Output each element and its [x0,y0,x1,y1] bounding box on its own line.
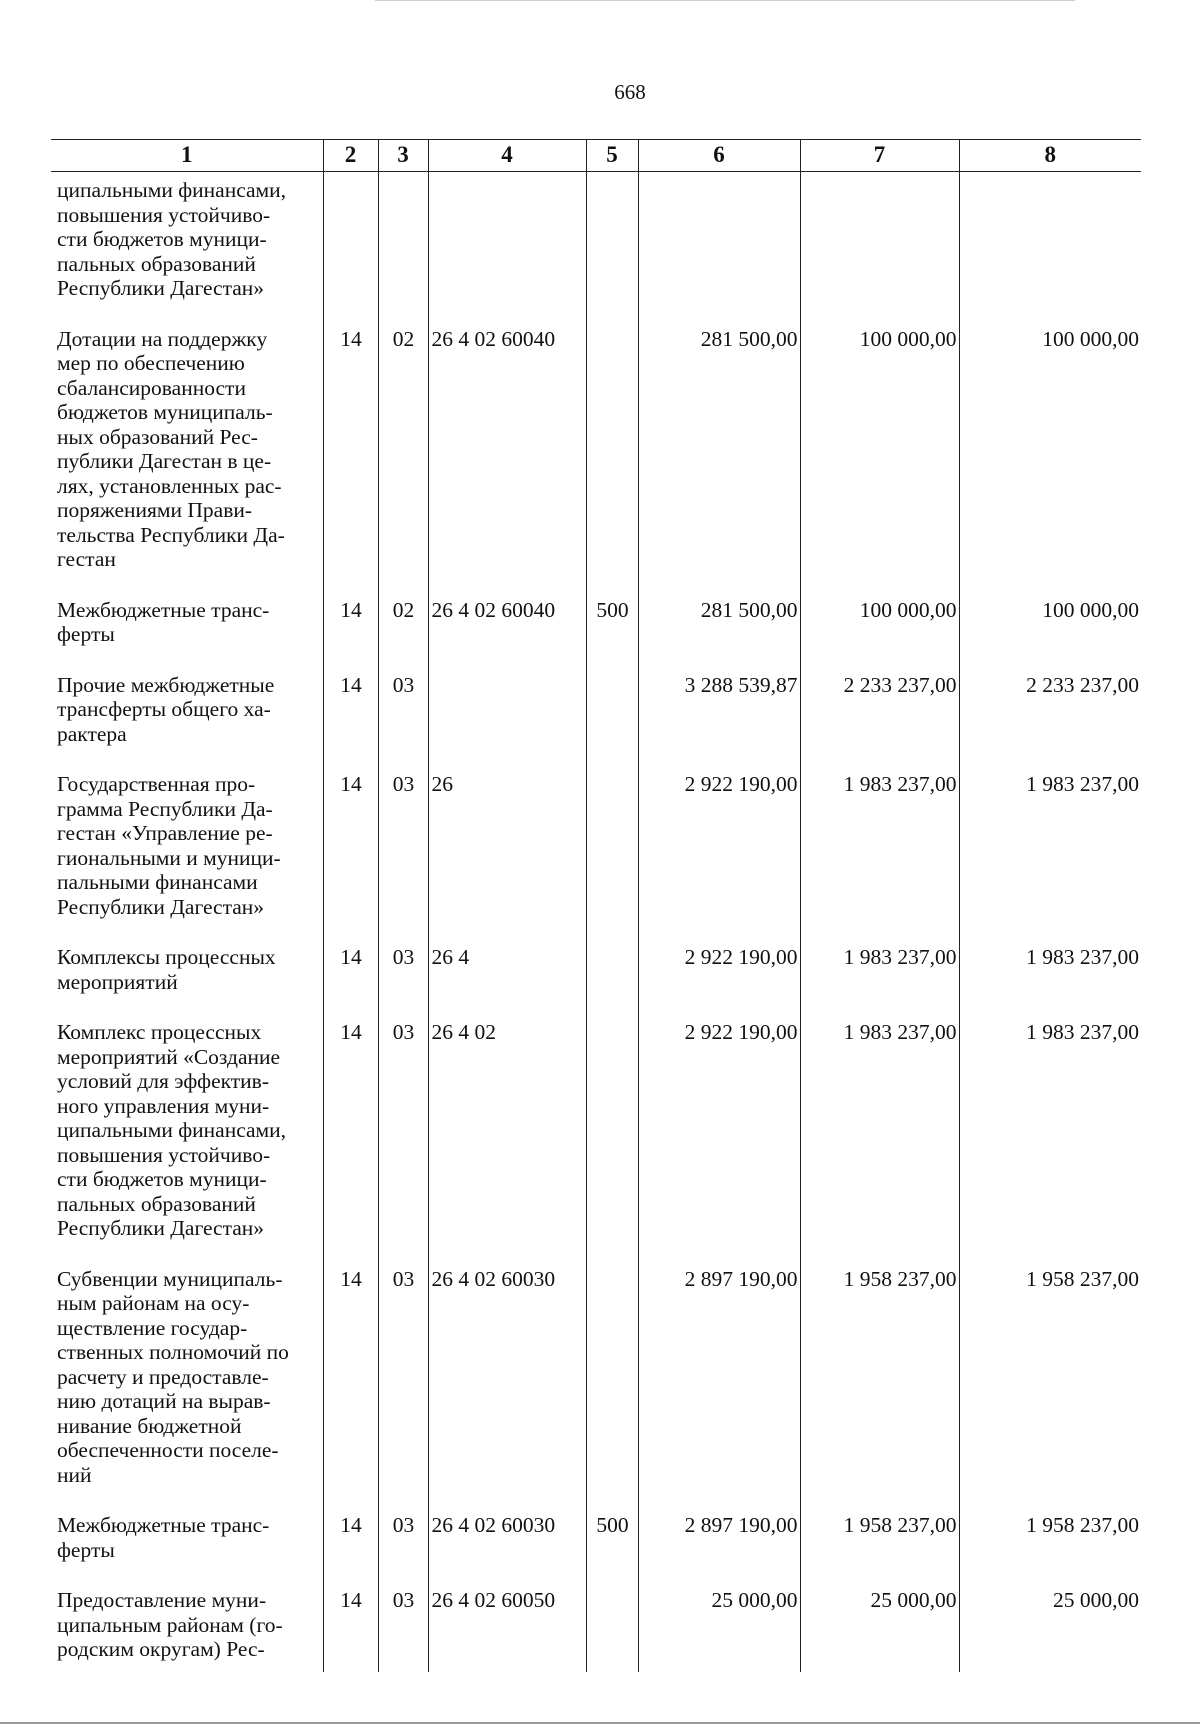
column-header-2: 2 [323,140,378,172]
table-row [51,591,1141,666]
cell-amount-col7: 2 233 237,00 [800,666,959,766]
cell-amount-col8: 100 000,00 [959,320,1141,591]
table-row [51,765,1141,938]
cell-section: 14 [323,765,378,938]
cell-amount-col6: 281 500,00 [638,591,800,666]
cell-expense-type [586,666,638,766]
cell-section: 14 [323,1506,378,1581]
cell-amount-col6: 2 897 190,00 [638,1260,800,1507]
scan-edge-top [375,0,1075,1]
cell-subsection: 03 [378,938,428,1013]
table-header-row [51,140,1141,172]
cell-amount-col8: 25 000,00 [959,1581,1141,1672]
cell-expense-type [586,1013,638,1260]
cell-subsection [378,172,428,320]
cell-amount-col6 [638,172,800,320]
cell-target-article: 26 4 02 60040 [428,591,586,666]
cell-amount-col7: 1 958 237,00 [800,1506,959,1581]
column-header-7: 7 [800,140,959,172]
cell-amount-col6: 25 000,00 [638,1581,800,1672]
cell-amount-col8: 1 983 237,00 [959,938,1141,1013]
cell-expense-type: 500 [586,1506,638,1581]
cell-amount-col8: 1 958 237,00 [959,1506,1141,1581]
cell-amount-col8: 100 000,00 [959,591,1141,666]
column-header-3: 3 [378,140,428,172]
row-description: Дотации на поддержку мер по обеспечению сбалансированности бюджетов муниципаль- ных образований Рес- публики Дагестан в це- лях, установленных рас- поряжениями Прави- тельства Республики Да- гестан [57,326,285,571]
cell-subsection: 03 [378,765,428,938]
table-row [51,938,1141,1013]
budget-table [51,139,1141,1672]
row-description: Субвенции муниципаль- ным районам на осу- ществление государ- ственных полномочий по расчету и предоставле- нию дотаций на вырав- нивание бюджетной обеспеченности поселе- ний [57,1266,289,1487]
cell-target-article: 26 4 [428,938,586,1013]
table-row [51,1260,1141,1507]
cell-target-article [428,172,586,320]
cell-subsection: 02 [378,591,428,666]
cell-amount-col7 [800,172,959,320]
cell-amount-col6: 2 922 190,00 [638,765,800,938]
cell-subsection: 03 [378,666,428,766]
row-description: Комплекс процессных мероприятий «Создание условий для эффектив- ного управления муни- ципальными финансами, повышения устойчиво- сти бюджетов муници- пальных образований Республики Дагестан» [57,1020,287,1240]
cell-expense-type [586,172,638,320]
cell-target-article: 26 4 02 60030 [428,1260,586,1507]
cell-target-article: 26 4 02 60030 [428,1506,586,1581]
cell-amount-col7: 1 958 237,00 [800,1260,959,1507]
cell-expense-type [586,1581,638,1672]
column-header-8: 8 [959,140,1141,172]
cell-amount-col7: 25 000,00 [800,1581,959,1672]
table-row [51,1506,1141,1581]
cell-target-article: 26 4 02 [428,1013,586,1260]
cell-amount-col6: 3 288 539,87 [638,666,800,766]
cell-section: 14 [323,666,378,766]
cell-section: 14 [323,320,378,591]
cell-target-article: 26 4 02 60050 [428,1581,586,1672]
row-description: Межбюджетные транс- ферты [57,597,270,646]
cell-section: 14 [323,1013,378,1260]
cell-amount-col8: 1 958 237,00 [959,1260,1141,1507]
scan-edge-bottom [0,1722,1200,1724]
cell-subsection: 03 [378,1260,428,1507]
cell-expense-type [586,320,638,591]
page-number: 668 [614,80,646,104]
cell-amount-col8: 2 233 237,00 [959,666,1141,766]
column-header-5: 5 [586,140,638,172]
cell-expense-type [586,1260,638,1507]
column-header-4: 4 [428,140,586,172]
table-row [51,1013,1141,1260]
cell-amount-col7: 1 983 237,00 [800,765,959,938]
cell-section [323,172,378,320]
cell-target-article [428,666,586,766]
cell-amount-col7: 100 000,00 [800,320,959,591]
column-header-6: 6 [638,140,800,172]
cell-expense-type: 500 [586,591,638,666]
cell-amount-col7: 1 983 237,00 [800,1013,959,1260]
cell-subsection: 03 [378,1013,428,1260]
cell-section: 14 [323,1260,378,1507]
table-row [51,666,1141,766]
row-description: Комплексы процессных мероприятий [57,945,276,994]
row-description: Государственная про- грамма Республики Да- гестан «Управление ре- гиональными и муници- пальными финансами Республики Дагестан» [57,772,281,919]
table-row [51,1581,1141,1672]
cell-amount-col6: 2 922 190,00 [638,1013,800,1260]
cell-amount-col8 [959,172,1141,320]
cell-amount-col8: 1 983 237,00 [959,765,1141,938]
cell-amount-col7: 1 983 237,00 [800,938,959,1013]
row-description: Прочие межбюджетные трансферты общего ха- рактера [57,672,275,746]
cell-amount-col8: 1 983 237,00 [959,1013,1141,1260]
cell-amount-col6: 281 500,00 [638,320,800,591]
cell-section: 14 [323,1581,378,1672]
cell-subsection: 02 [378,320,428,591]
row-description: Предоставление муни- ципальным районам (го- родским округам) Рес- [57,1588,283,1661]
cell-section: 14 [323,938,378,1013]
cell-amount-col6: 2 897 190,00 [638,1506,800,1581]
row-description: ципальными финансами, повышения устойчиво- сти бюджетов муници- пальных образований Республики Дагестан» [57,178,287,300]
table-row [51,172,1141,320]
cell-target-article: 26 4 02 60040 [428,320,586,591]
cell-expense-type [586,938,638,1013]
cell-section: 14 [323,591,378,666]
row-description: Межбюджетные транс- ферты [57,1513,270,1562]
cell-target-article: 26 [428,765,586,938]
cell-expense-type [586,765,638,938]
cell-amount-col6: 2 922 190,00 [638,938,800,1013]
column-header-1: 1 [51,140,323,172]
cell-amount-col7: 100 000,00 [800,591,959,666]
cell-subsection: 03 [378,1506,428,1581]
cell-subsection: 03 [378,1581,428,1672]
table-row [51,320,1141,591]
